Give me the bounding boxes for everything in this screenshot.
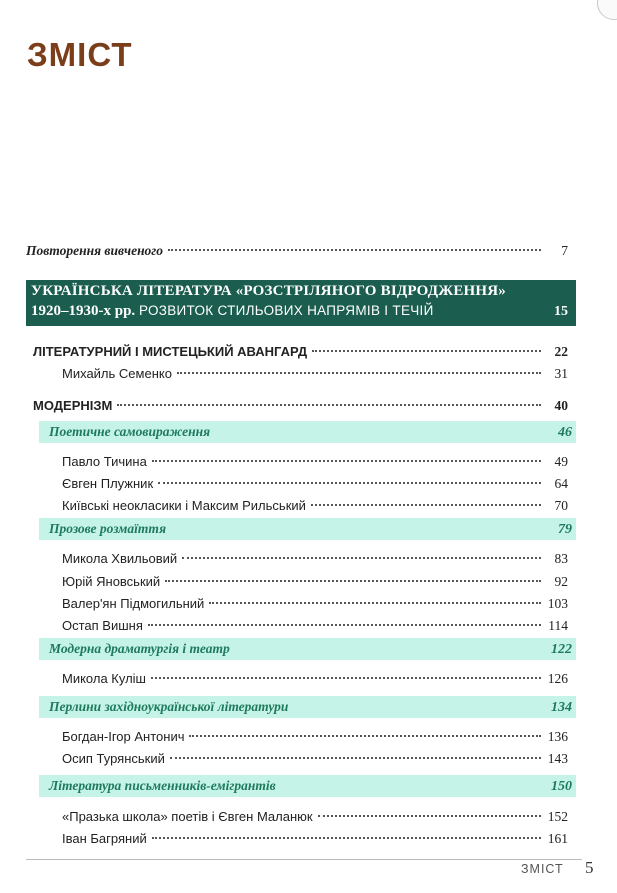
toc-entry-page: 31: [554, 366, 568, 381]
footer-label: ЗМІСТ: [521, 862, 564, 876]
toc-entry-row[interactable]: [62, 806, 568, 828]
toc-entry-label: Валер'ян Підмогильний: [62, 596, 205, 611]
toc-section-label: ЛІТЕРАТУРНИЙ І МИСТЕЦЬКИЙ АВАНГАРД: [33, 344, 308, 359]
toc-entry-page: 114: [548, 618, 568, 633]
part-page: 15: [554, 304, 568, 319]
toc-subsection-row[interactable]: [39, 696, 576, 718]
toc-entry-page: 83: [554, 551, 568, 566]
dot-leader: [209, 602, 541, 604]
toc-subsection-row[interactable]: [39, 421, 576, 443]
toc-subsection-page: 46: [558, 425, 572, 440]
toc-section-page: 22: [554, 344, 568, 359]
toc-subsection-label: Модерна драматургія і театр: [49, 641, 230, 656]
toc-subsection-label: Прозове розмаїття: [49, 521, 167, 536]
toc-entry-label: Михайль Семенко: [62, 366, 172, 381]
part-title: УКРАЇНСЬКА ЛІТЕРАТУРА «РОЗСТРІЛЯНОГО ВІДРОДЖЕННЯ»: [31, 283, 507, 299]
toc-entry-label: Микола Хвильовий: [62, 551, 178, 566]
dot-leader: [168, 249, 541, 251]
part-subtitle: [31, 303, 434, 320]
toc-subsection-page: 79: [558, 522, 572, 537]
toc-subsection-label: Література письменників-емігрантів: [49, 778, 276, 793]
toc-subsection-page: 122: [551, 642, 572, 657]
toc-section-page: 40: [554, 398, 568, 413]
toc-entry-page: 64: [554, 476, 568, 491]
toc-entry-label: «Празька школа» поетів і Євген Маланюк: [62, 809, 313, 824]
toc-section-label: МОДЕРНІЗМ: [33, 398, 113, 413]
dot-leader: [170, 757, 541, 759]
footer-rule: [26, 859, 582, 860]
toc-entry-page: 126: [547, 671, 568, 686]
toc-entry-row[interactable]: [62, 473, 568, 495]
toc-entry-page: 92: [554, 574, 568, 589]
part-banner[interactable]: [26, 280, 576, 326]
dot-leader: [158, 482, 541, 484]
toc-entry-label: Микола Куліш: [62, 671, 146, 686]
toc-entry-row[interactable]: [62, 726, 568, 748]
toc-entry-row[interactable]: [62, 363, 568, 385]
toc-entry-page: 136: [547, 729, 568, 744]
toc-entry-row[interactable]: [62, 495, 568, 517]
toc-entry-label: Остап Вишня: [62, 618, 143, 633]
toc-entry-row[interactable]: [62, 548, 568, 570]
toc-section-row[interactable]: [33, 395, 568, 417]
toc-entry-label: Павло Тичина: [62, 454, 147, 469]
toc-entry-row[interactable]: [62, 615, 568, 637]
dot-leader: [165, 580, 541, 582]
toc-entry-label: Київські неокласики і Максим Рильський: [62, 498, 306, 513]
dot-leader: [177, 372, 541, 374]
toc-subsection-row[interactable]: [39, 638, 576, 660]
toc-entry-row[interactable]: [62, 571, 568, 593]
dot-leader: [152, 837, 541, 839]
toc-subsection-page: 134: [551, 700, 572, 715]
toc-subsection-page: 150: [551, 779, 572, 794]
toc-entry-page: 152: [547, 809, 568, 824]
dot-leader: [148, 624, 541, 626]
dot-leader: [312, 350, 541, 352]
toc-entry-page: 70: [554, 498, 568, 513]
page-title: ЗМІСТ: [27, 36, 133, 73]
toc-entry-row[interactable]: [62, 748, 568, 770]
toc-subsection-label: Поетичне самовираження: [49, 424, 211, 439]
dot-leader: [182, 557, 541, 559]
dot-leader: [151, 677, 541, 679]
toc-entry-label: Юрій Яновський: [62, 574, 161, 589]
dot-leader: [152, 460, 541, 462]
toc-entry-page: 49: [554, 454, 568, 469]
toc-entry-row[interactable]: [62, 828, 568, 850]
toc-entry-row[interactable]: [62, 668, 568, 690]
toc-intro-page: 7: [561, 243, 568, 258]
toc-subsection-row[interactable]: [39, 775, 576, 797]
toc-entry-label: Іван Багряний: [62, 831, 147, 846]
dot-leader: [189, 735, 541, 737]
footer-page-number: 5: [585, 858, 594, 877]
toc-entry-page: 161: [547, 831, 568, 846]
toc-entry-page: 143: [547, 751, 568, 766]
toc-intro-row[interactable]: [26, 240, 568, 262]
toc-entry-label: Осип Турянський: [62, 751, 165, 766]
toc-entry-row[interactable]: [62, 593, 568, 615]
toc-subsection-row[interactable]: [39, 518, 576, 540]
toc-entry-label: Євген Плужник: [62, 476, 154, 491]
toc-subsection-label: Перлини західноукраїнської літератури: [49, 699, 289, 714]
toc-entry-label: Богдан-Ігор Антонич: [62, 729, 185, 744]
part-years: 1920–1930-х рр.: [31, 303, 136, 319]
toc-intro-label: Повторення вивченого: [26, 243, 164, 258]
toc-entry-row[interactable]: [62, 451, 568, 473]
dot-leader: [311, 504, 541, 506]
toc-section-row[interactable]: [33, 341, 568, 363]
dot-leader: [117, 404, 541, 406]
dot-leader: [318, 815, 541, 817]
part-topic: РОЗВИТОК СТИЛЬОВИХ НАПРЯМІВ І ТЕЧІЙ: [138, 303, 434, 318]
toc-entry-page: 103: [547, 596, 568, 611]
